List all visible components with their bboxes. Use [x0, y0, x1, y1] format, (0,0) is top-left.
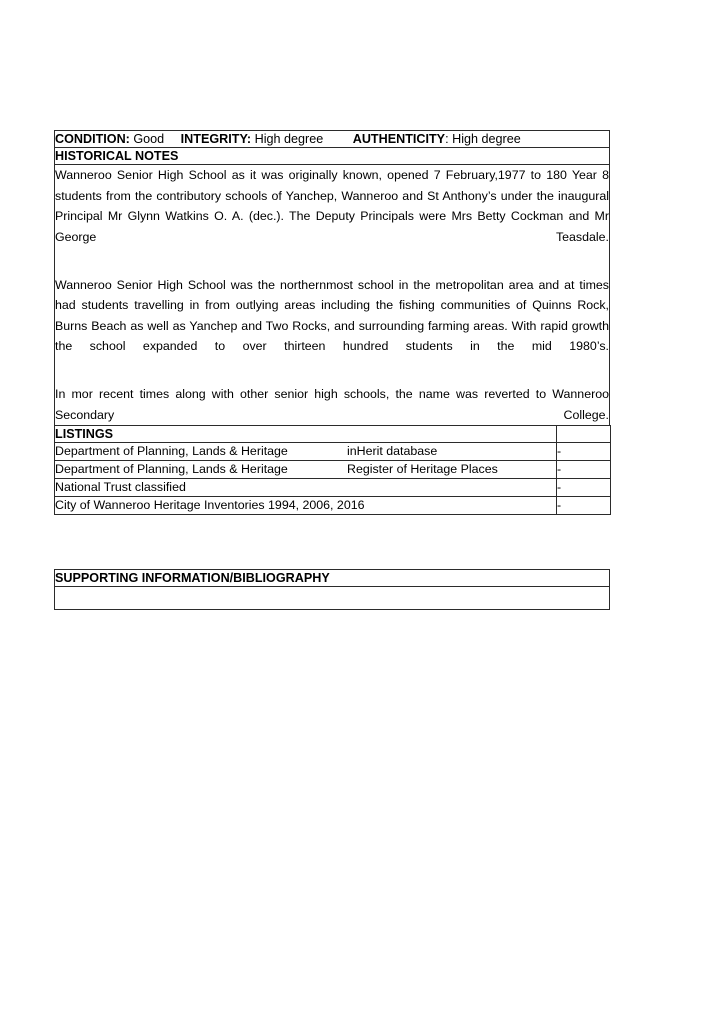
integrity-value: High degree — [254, 132, 324, 146]
supporting-information-table — [54, 569, 610, 610]
authenticity-label: AUTHENTICITY — [352, 132, 446, 146]
listings-table — [54, 425, 611, 515]
listing-agency: City of Wanneroo Heritage Inventories 1994, 2006, 2016 — [55, 498, 365, 512]
listing-flag: - — [557, 497, 611, 515]
condition-and-notes-table — [54, 130, 610, 447]
listings-heading-row — [55, 426, 611, 443]
historical-notes-body-row — [55, 165, 610, 447]
listing-entry — [55, 497, 557, 515]
listing-flag: - — [557, 479, 611, 497]
supporting-body-row — [55, 587, 610, 610]
listing-agency: Department of Planning, Lands & Heritage — [55, 462, 288, 476]
notes-paragraph: Wanneroo Senior High School as it was originally known, opened 7 February,1977 to 180 Year 8 students from the contributory schools of Yanchep, Wanneroo and St Anthony’s under the inaugural Principal Mr Glynn Watkins O. A. (dec.). The Deputy Principals were Mrs Betty Cockman and Mr George Teasdale. — [55, 168, 609, 244]
listing-flag: - — [557, 443, 611, 461]
supporting-heading-row — [55, 570, 610, 587]
table-row — [55, 497, 611, 515]
historical-notes-body — [55, 165, 610, 447]
listing-register: Register of Heritage Places — [347, 462, 498, 476]
listing-register: inHerit database — [347, 444, 438, 458]
historical-notes-heading-row — [55, 148, 610, 165]
supporting-information-body — [55, 587, 610, 610]
condition-value: Good — [133, 132, 165, 146]
listings-heading: LISTINGS — [55, 426, 557, 443]
listing-agency: Department of Planning, Lands & Heritage — [55, 444, 288, 458]
integrity-label: INTEGRITY: — [180, 132, 252, 146]
authenticity-colon: : — [445, 132, 449, 146]
table-row — [55, 443, 611, 461]
condition-cell — [55, 131, 610, 148]
listing-entry — [55, 443, 557, 461]
table-row — [55, 479, 611, 497]
listings-heading-flag — [557, 426, 611, 443]
listing-flag: - — [557, 461, 611, 479]
condition-label: CONDITION: — [55, 132, 130, 146]
listing-agency: National Trust classified — [55, 480, 186, 494]
authenticity-value: High degree — [452, 132, 521, 146]
notes-paragraph: In mor recent times along with other senior high schools, the name was reverted to Wanneroo Secondary College. — [55, 387, 609, 422]
notes-paragraph: Wanneroo Senior High School was the northernmost school in the metropolitan area and at times had students travelling in from outlying areas including the fishing communities of Quinns Rock, Burns Beach as well as Yanchep and Two Rocks, and surrounding farming areas. With rapid growth the school expanded to over thirteen hundred students in the mid 1980’s. — [55, 277, 609, 353]
historical-notes-heading: HISTORICAL NOTES — [55, 148, 610, 165]
table-row — [55, 461, 611, 479]
supporting-information-heading: SUPPORTING INFORMATION/BIBLIOGRAPHY — [55, 570, 610, 587]
listing-entry — [55, 479, 557, 497]
listing-entry — [55, 461, 557, 479]
condition-row — [55, 131, 610, 148]
